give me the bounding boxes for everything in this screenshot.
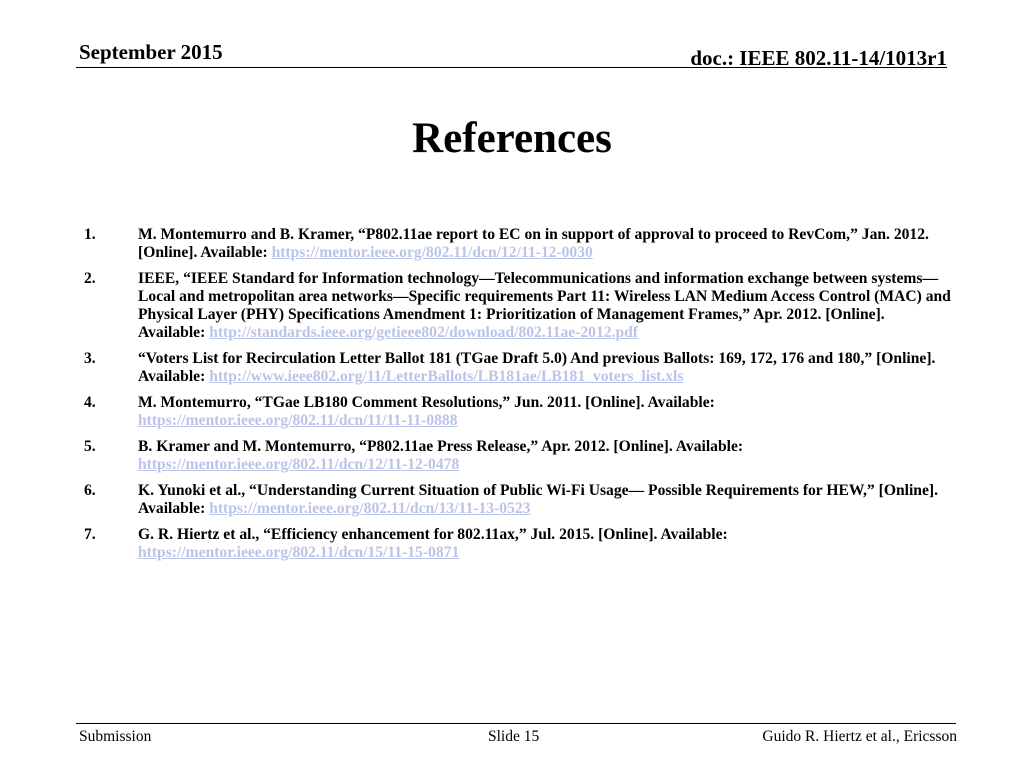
reference-link[interactable]: https://mentor.ieee.org/802.11/dcn/11/11-11-0888 (138, 412, 458, 429)
reference-link[interactable]: http://www.ieee802.org/11/LetterBallots/LB181ae/LB181_voters_list.xls (209, 368, 684, 385)
footer-rule (76, 723, 956, 724)
header-date: September 2015 (79, 40, 223, 64)
footer-submission: Submission (79, 728, 152, 745)
slide-title: References (412, 115, 612, 162)
reference-link[interactable]: https://mentor.ieee.org/802.11/dcn/13/11-13-0523 (209, 500, 531, 517)
reference-link[interactable]: http://standards.ieee.org/getieee802/download/802.11ae-2012.pdf (209, 324, 639, 341)
reference-item-7 (84, 526, 954, 562)
reference-number: 2. (84, 270, 96, 287)
reference-item-2 (84, 270, 954, 342)
reference-item-4 (84, 394, 954, 430)
reference-text: B. Kramer and M. Montemurro, “P802.11ae Press Release,” Apr. 2012. [Online]. Available: (138, 438, 744, 455)
footer-slide-number: Slide 15 (488, 728, 540, 745)
reference-number: 7. (84, 526, 96, 543)
reference-item-3 (84, 350, 954, 386)
reference-link[interactable]: https://mentor.ieee.org/802.11/dcn/12/11-12-0478 (138, 456, 460, 473)
header-doc-id: doc.: IEEE 802.11-14/1013r1 (690, 46, 947, 70)
reference-text: M. Montemurro, “TGae LB180 Comment Resolutions,” Jun. 2011. [Online]. Available: (138, 394, 715, 411)
reference-number: 5. (84, 438, 96, 455)
reference-number: 4. (84, 394, 96, 411)
reference-number: 6. (84, 482, 96, 499)
reference-item-1 (84, 226, 954, 262)
footer-author: Guido R. Hiertz et al., Ericsson (762, 728, 957, 745)
reference-item-6 (84, 482, 954, 518)
reference-text: K. Yunoki et al., “Understanding Current Situation of Public Wi-Fi Usage— Possible Requirements for HEW,” [Online]. Available: (138, 482, 938, 517)
reference-list (84, 226, 954, 570)
reference-number: 3. (84, 350, 96, 367)
reference-link[interactable]: https://mentor.ieee.org/802.11/dcn/15/11-15-0871 (138, 544, 460, 561)
reference-text: IEEE, “IEEE Standard for Information technology—Telecommunications and information exchange between systems—Local and metropolitan area networks—Specific requirements Part 11: Wireless LAN Medium Access Control (MAC) and Physical Layer (PHY) Specifications Amendment 1: Prioritization of Management Frames,” Apr. 2012. [Online]. Available: (138, 270, 951, 341)
reference-text: G. R. Hiertz et al., “Efficiency enhancement for 802.11ax,” Jul. 2015. [Online]. Available: (138, 526, 728, 543)
reference-link[interactable]: https://mentor.ieee.org/802.11/dcn/12/11-12-0030 (271, 244, 593, 261)
reference-number: 1. (84, 226, 96, 243)
reference-text: M. Montemurro and B. Kramer, “P802.11ae report to EC on in support of approval to proceed to RevCom,” Jan. 2012. [Online]. Available: (138, 226, 929, 261)
header-rule (76, 67, 947, 68)
reference-text: “Voters List for Recirculation Letter Ballot 181 (TGae Draft 5.0) And previous Ballots: 169, 172, 176 and 180,” [Online]. Available: (138, 350, 936, 385)
reference-item-5 (84, 438, 954, 474)
